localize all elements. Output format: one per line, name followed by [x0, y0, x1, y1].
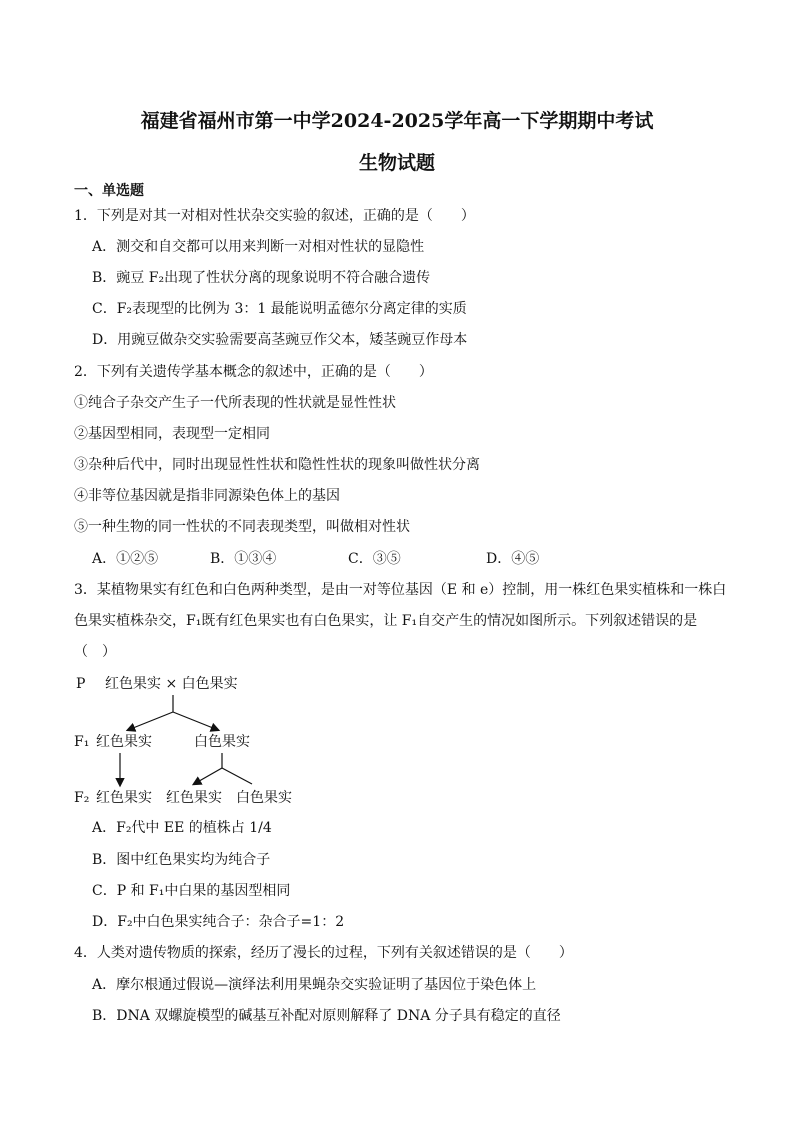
question-4-stem: 4．人类对遗传物质的探索，经历了漫长的过程，下列有关叙述错误的是（ ）	[74, 945, 573, 961]
diagram-arrow-to-f1-white	[173, 712, 218, 730]
question-2-statement-4: ④非等位基因就是指非同源染色体上的基因	[74, 488, 340, 504]
diagram-f2-red-1: 红色果实	[96, 790, 152, 806]
question-3-option-d: D．F₂中白色果实纯合子：杂合子=1：2	[92, 914, 345, 930]
diagram-f1-red: 红色果实	[96, 734, 152, 750]
question-3-stem-line-2: 色果实植株杂交，F₁既有红色果实也有白色果实，让 F₁自交产生的情况如图所示。下列叙述错误的是	[74, 613, 698, 629]
question-1-option-a: A．测交和自交都可以用来判断一对相对性状的显隐性	[92, 239, 425, 255]
question-1-option-d: D．用豌豆做杂交实验需要高茎豌豆作父本，矮茎豌豆作母本	[92, 332, 468, 348]
question-2-statement-3: ③杂种后代中，同时出现显性性状和隐性性状的现象叫做性状分离	[74, 457, 480, 473]
diagram-f1-label: F₁	[74, 734, 90, 750]
question-2-option-a: A．①②⑤	[92, 551, 159, 567]
exam-title: 福建省福州市第一中学2024-2025学年高一下学期期中考试	[140, 110, 654, 132]
question-2-stem: 2．下列有关遗传学基本概念的叙述中，正确的是（ ）	[74, 364, 433, 380]
exam-subtitle: 生物试题	[358, 152, 435, 174]
question-1-option-c: C．F₂表现型的比例为 3：1 最能说明孟德尔分离定律的实质	[92, 301, 467, 317]
question-3-option-a: A．F₂代中 EE 的植株占 1/4	[92, 820, 272, 836]
question-2-statement-2: ②基因型相同，表现型一定相同	[74, 426, 270, 442]
genetic-cross-diagram	[70, 670, 330, 810]
question-2-statement-5: ⑤一种生物的同一性状的不同表现类型，叫做相对性状	[74, 519, 410, 535]
question-2-option-b: B．①③④	[210, 551, 277, 567]
question-3-option-b: B．图中红色果实均为纯合子	[92, 852, 271, 868]
diagram-p-cross: 红色果实 × 白色果实	[105, 676, 238, 692]
question-1-option-b: B．豌豆 F₂出现了性状分离的现象说明不符合融合遗传	[92, 270, 431, 286]
question-3-option-c: C．P 和 F₁中白果的基因型相同	[92, 883, 291, 899]
diagram-arrow-to-f2-red	[194, 768, 222, 784]
diagram-arrows	[70, 670, 330, 810]
diagram-f1-white: 白色果实	[194, 734, 250, 750]
diagram-line-to-f2-white	[222, 768, 252, 784]
diagram-f2-label: F₂	[74, 790, 90, 806]
question-2-statement-1: ①纯合子杂交产生子一代所表现的性状就是显性性状	[74, 395, 396, 411]
diagram-f2-red-2: 红色果实	[166, 790, 222, 806]
question-2-option-d: D．④⑤	[486, 551, 540, 567]
diagram-p-label: P	[76, 676, 86, 692]
question-3-stem-line-1: 3．某植物果实有红色和白色两种类型，是由一对等位基因（E 和 e）控制，用一株红色果实植株和一株白	[74, 582, 727, 598]
question-4-option-b: B．DNA 双螺旋模型的碱基互补配对原则解释了 DNA 分子具有稳定的直径	[92, 1008, 561, 1024]
question-3-stem-line-3: （ ）	[74, 644, 116, 660]
diagram-arrow-to-f1-red	[128, 712, 173, 730]
question-1-stem: 1．下列是对其一对相对性状杂交实验的叙述，正确的是（ ）	[74, 208, 475, 224]
question-4-option-a: A．摩尔根通过假说—演绎法利用果蝇杂交实验证明了基因位于染色体上	[92, 977, 537, 993]
section-heading: 一、单选题	[74, 183, 144, 199]
question-2-option-c: C．③⑤	[348, 551, 401, 567]
diagram-f2-white: 白色果实	[236, 790, 292, 806]
